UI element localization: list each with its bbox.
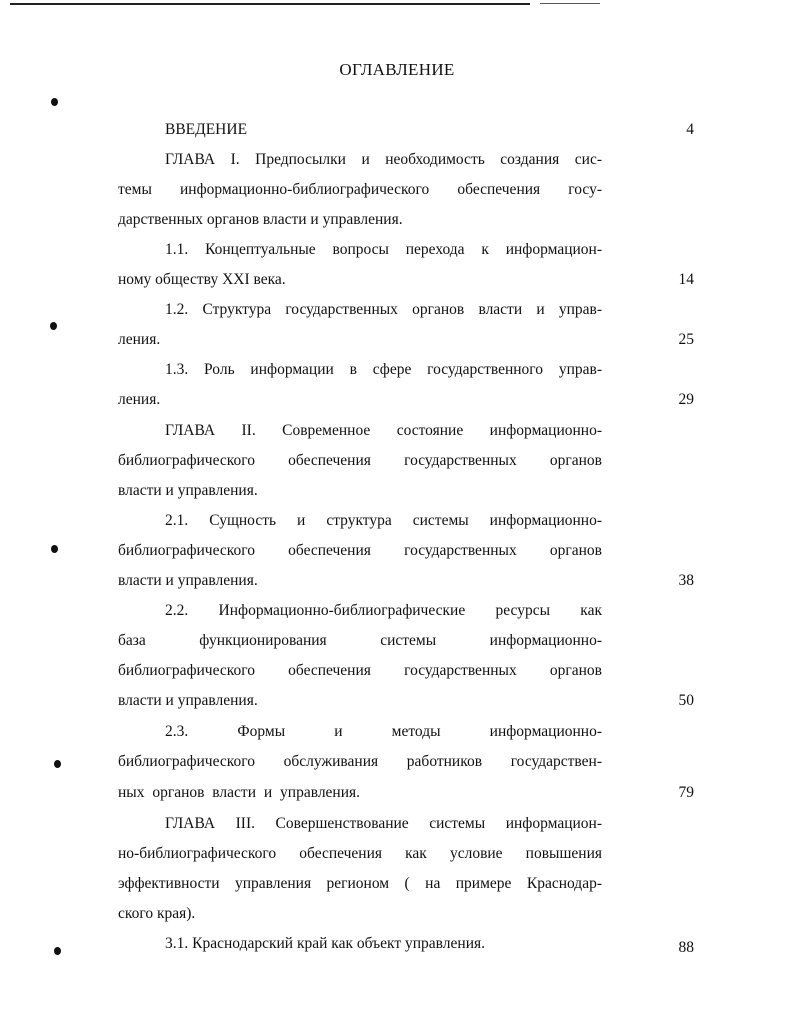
toc-section-2-1-line: 2.1. Сущность и структура системы информационно-	[165, 512, 602, 529]
page-number: 50	[678, 692, 694, 709]
toc-chapter-2-line: ГЛАВА II. Современное состояние информационно-	[165, 422, 602, 439]
toc-chapter-3-line: эффективности управления регионом ( на примере Краснодар-	[118, 875, 602, 892]
toc-section-2-2-line: библиографического обеспечения государственных органов	[118, 662, 602, 679]
toc-chapter-3-line: но-библиографического обеспечения как условие повышения	[118, 845, 602, 862]
page-number: 14	[678, 271, 694, 288]
toc-chapter-1-line: дарственных органов власти и управления.	[118, 211, 403, 228]
toc-section-3-1-line: 3.1. Краснодарский край как объект управления.	[165, 935, 485, 952]
toc-section-2-3-line: библиографического обслуживания работников государствен-	[118, 753, 602, 770]
page-title: ОГЛАВЛЕНИЕ	[339, 60, 455, 79]
toc-section-2-2-line: база функционирования системы информационно-	[118, 632, 602, 649]
toc-section-1-3-line: 1.3. Роль информации в сфере государственного управ-	[165, 361, 602, 378]
page-number: 4	[686, 121, 694, 138]
toc-section-2-2-line: 2.2. Информационно-библиографические ресурсы как	[165, 602, 602, 619]
toc-section-1-1-line: 1.1. Концептуальные вопросы перехода к информацион-	[165, 241, 602, 258]
toc-entry-intro: ВВЕДЕНИЕ	[165, 121, 248, 138]
toc-section-1-3-line: ления.	[118, 391, 161, 408]
toc-chapter-3-line: ГЛАВА III. Совершенствование системы информацион-	[165, 815, 602, 832]
binding-hole-mark	[54, 947, 61, 955]
top-rule	[10, 3, 530, 5]
toc-chapter-2-line: власти и управления.	[118, 482, 258, 499]
toc-section-2-1-line: власти и управления.	[118, 572, 258, 589]
toc-section-2-3-line: 2.3. Формы и методы информационно-	[165, 723, 602, 740]
binding-hole-mark	[51, 98, 58, 106]
page-number: 25	[678, 331, 694, 348]
toc-section-1-2-line: ления.	[118, 331, 161, 348]
toc-section-2-2-line: власти и управления.	[118, 692, 258, 709]
binding-hole-mark	[54, 760, 61, 768]
toc-section-2-1-line: библиографического обеспечения государственных органов	[118, 542, 602, 559]
toc-chapter-1-line: ГЛАВА I. Предпосылки и необходимость создания сис-	[165, 151, 602, 168]
toc-section-1-2-line: 1.2. Структура государственных органов власти и управ-	[165, 301, 602, 318]
binding-hole-mark	[50, 322, 57, 330]
toc-chapter-2-line: библиографического обеспечения государственных органов	[118, 452, 602, 469]
toc-chapter-3-line: ского края).	[118, 905, 196, 922]
toc-chapter-1-line: темы информационно-библиографического обеспечения госу-	[118, 181, 602, 198]
page-number: 79	[678, 784, 694, 801]
binding-hole-mark	[51, 545, 58, 553]
page-number: 38	[678, 572, 694, 589]
page-number: 88	[678, 939, 694, 956]
top-rule-fragment	[540, 3, 600, 4]
page-number: 29	[678, 391, 694, 408]
toc-section-2-3-line: ных органов власти и управления.	[118, 784, 361, 801]
toc-section-1-1-line: ному обществу XXI века.	[118, 271, 286, 288]
